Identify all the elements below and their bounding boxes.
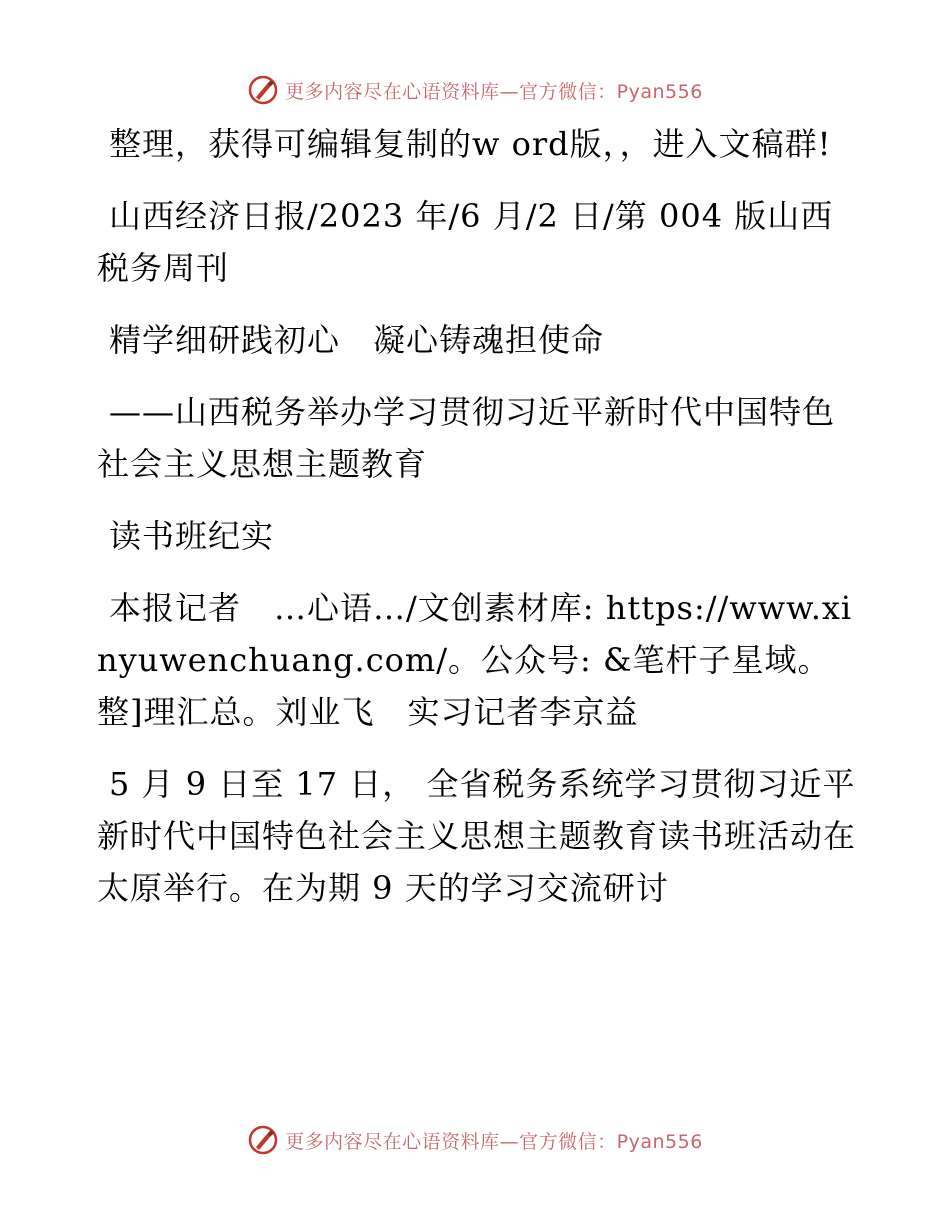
article-title: 精学细研践初心 凝心铸魂担使命 (109, 321, 605, 359)
pen-logo-icon (247, 1124, 279, 1156)
article-subtitle: ——山西税务举办学习贯彻习近平新时代中国特色社会主义思想主题教育 (97, 393, 836, 483)
document-body (97, 118, 857, 934)
body-paragraph: 5 月 9 日至 17 日， 全省税务系统学习贯彻习近平新时代中国特色社会主义思想主题教育读书班活动在太原举行。在为期 9 天的学习交流研讨 (97, 765, 857, 907)
footer-watermark-text: 更多内容尽在心语资料库—官方微信：Pyan556 (285, 1130, 703, 1153)
header-watermark-text: 更多内容尽在心语资料库—官方微信：Pyan556 (285, 80, 703, 103)
paragraph-intro-note: 整理，获得可编辑复制的w ord版，，进入文稿群! (109, 125, 832, 163)
article-subtitle-cont: 读书班纪实 (109, 517, 275, 555)
header-watermark-banner (0, 70, 950, 110)
pen-logo-icon (247, 74, 279, 106)
paragraph-source-line: 山西经济日报/2023 年/6 月/2 日/第 004 版山西税务周刊 (97, 197, 834, 287)
footer-watermark-banner (0, 1120, 950, 1160)
byline-paragraph: 本报记者 …心语…/文创素材库: https://www.xinyuwenchuang.com/。公众号: &笔杆子星域。整]理汇总。刘业飞 实习记者李京益 (97, 589, 853, 731)
